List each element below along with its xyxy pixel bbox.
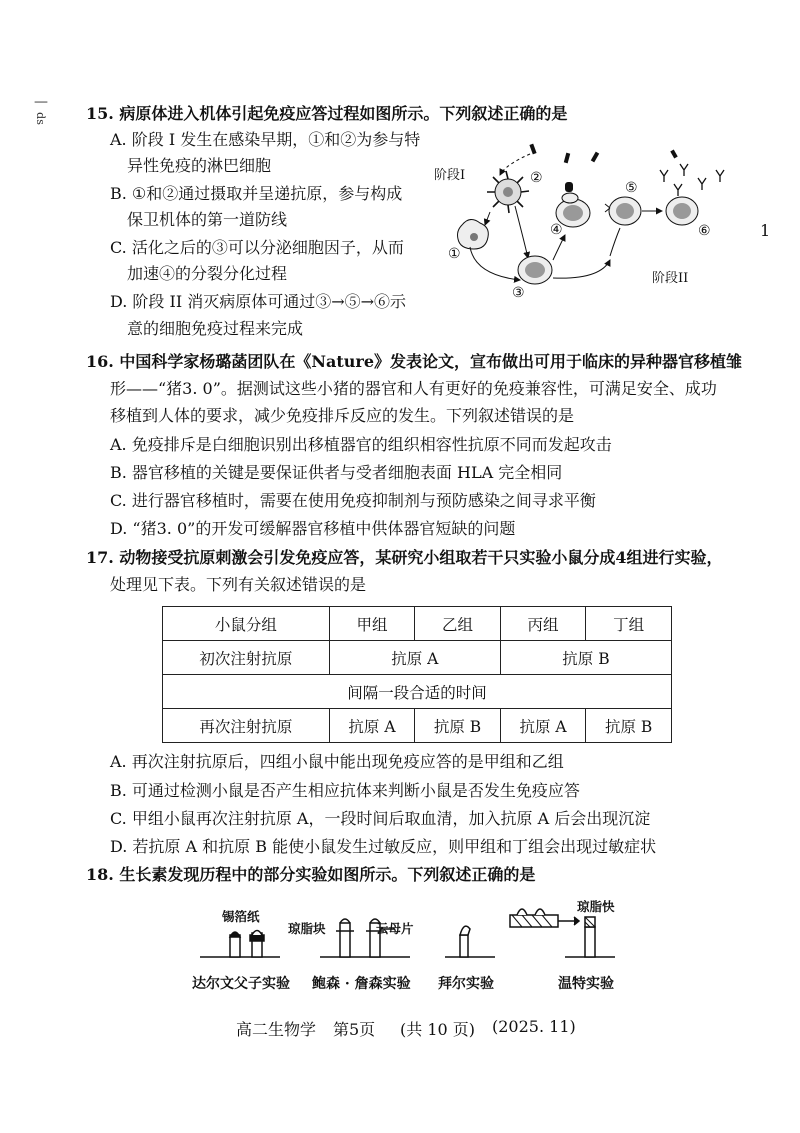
b-cell-icon — [556, 182, 590, 227]
q17-option-b: B. 可通过检测小鼠是否产生相应抗体来判断小鼠是否发生免疫应答 — [110, 781, 580, 800]
marker-2: ② — [530, 170, 543, 186]
q17-stem-line2: 处理见下表。下列有关叙述错误的是 — [110, 575, 367, 594]
table-row — [163, 675, 672, 709]
helper-t-cell-icon — [518, 256, 552, 284]
macrophage-icon — [458, 219, 489, 249]
q16-stem-line1: 16. 中国科学家杨璐菡团队在《Nature》发表论文，宣布做出可用于临床的异种器官移植雏 — [86, 352, 743, 371]
table-header-cell: 小鼠分组 — [163, 607, 330, 641]
q16-option-c: C. 进行器官移植时，需要在使用免疫抑制剂与预防感染之间寻求平衡 — [110, 491, 596, 510]
q15-option-d: D. 阶段 II 消灭病原体可通过③→⑤→⑥示 — [110, 292, 407, 311]
q16-stem-line2: 形——“猪3. 0”。据测试这些小猪的器官和人有更好的免疫兼容性，可满足安全、成功 — [110, 379, 717, 398]
table-cell: 间隔一段合适的时间 — [163, 675, 672, 709]
table-cell: 抗原 B — [500, 641, 671, 675]
q16-option-a: A. 免疫排斥是白细胞识别出移植器官的组织相容性抗原不同而发起攻击 — [110, 435, 612, 454]
table-cell: 抗原 B — [415, 709, 501, 743]
caption-went: 温特实验 — [558, 976, 614, 992]
q18-stem: 18. 生长素发现历程中的部分实验如图所示。下列叙述正确的是 — [86, 865, 536, 884]
antibody-icon — [660, 164, 724, 196]
q15-stem: 15. 病原体进入机体引起免疫应答过程如图所示。下列叙述正确的是 — [86, 104, 568, 123]
footer-date: (2025. 11) — [492, 1017, 576, 1036]
marker-6: ⑥ — [698, 223, 711, 239]
page-side-number: 1 — [760, 221, 771, 240]
q15-option-d-cont: 意的细胞免疫过程来完成 — [127, 319, 304, 338]
stage2-label: 阶段II — [652, 271, 689, 286]
table-header-cell: 丁组 — [586, 607, 672, 641]
q16-option-b: B. 器官移植的关键是要保证供者与受者细胞表面 HLA 完全相同 — [110, 463, 563, 482]
q17-option-c: C. 甲组小鼠再次注射抗原 A，一段时间后取血清，加入抗原 A 后会出现沉淀 — [110, 809, 651, 828]
darwin-experiment-icon — [200, 931, 280, 958]
table-row — [163, 709, 672, 743]
q15-option-a-cont: 异性免疫的淋巴细胞 — [127, 156, 272, 175]
q15-option-c: C. 活化之后的③可以分泌细胞因子，从而 — [110, 238, 404, 257]
table-row — [163, 641, 672, 675]
marker-5: ⑤ — [625, 180, 638, 196]
q16-option-d: D. “猪3. 0”的开发可缓解器官移植中供体器官短缺的问题 — [110, 519, 516, 538]
immune-response-diagram — [430, 140, 730, 310]
q17-stem-line1: 17. 动物接受抗原刺激会引发免疫应答，某研究小组取若干只实验小鼠分成4组进行实验， — [86, 548, 723, 567]
q15-option-a: A. 阶段 I 发生在感染早期，①和②为参与特 — [110, 130, 421, 149]
label-agar-block: 琼脂块 — [288, 921, 326, 936]
margin-mark-1: — — [34, 94, 48, 110]
q16-stem-line3: 移植到人体的要求，减少免疫排斥反应的发生。下列叙述错误的是 — [110, 406, 575, 425]
table-cell: 再次注射抗原 — [163, 709, 330, 743]
table-header-cell: 乙组 — [415, 607, 501, 641]
q17-option-d: D. 若抗原 A 和抗原 B 能使小鼠发生过敏反应，则甲组和丁组会出现过敏症状 — [110, 837, 657, 856]
table-header-cell: 丙组 — [500, 607, 585, 641]
table-cell: 抗原 B — [586, 709, 672, 743]
auxin-experiments-diagram — [180, 895, 630, 995]
footer-page: 第5页 — [333, 1020, 376, 1039]
table-header-cell: 甲组 — [329, 607, 414, 641]
table-cell: 初次注射抗原 — [163, 641, 330, 675]
label-foil: 锡箔纸 — [222, 909, 260, 924]
t-cell-icon — [605, 197, 641, 225]
table-cell: 抗原 A — [329, 641, 500, 675]
table-cell: 抗原 A — [500, 709, 585, 743]
footer-subject: 高二生物学 — [236, 1020, 317, 1039]
marker-4: ④ — [550, 222, 563, 238]
experiment-table — [162, 606, 672, 743]
q15-option-c-cont: 加速④的分裂分化过程 — [127, 264, 288, 283]
marker-1: ① — [448, 246, 461, 262]
dendritic-cell-icon — [487, 171, 529, 213]
caption-boysen-jensen: 鲍森 · 詹森实验 — [312, 976, 411, 992]
label-agar-block-went: 琼脂快 — [577, 899, 615, 914]
memory-cell-icon — [666, 197, 698, 225]
margin-mark-2: ds — [33, 112, 47, 125]
table-header-row — [163, 607, 672, 641]
went-experiment-icon — [510, 909, 615, 957]
q15-option-b: B. ①和②通过摄取并呈递抗原，参与构成 — [110, 184, 403, 203]
caption-darwin: 达尔文父子实验 — [192, 976, 290, 992]
table-cell: 抗原 A — [329, 709, 414, 743]
marker-3: ③ — [512, 285, 525, 301]
label-mica: 云母片 — [376, 921, 414, 936]
caption-paal: 拜尔实验 — [438, 976, 494, 992]
footer-total: (共 10 页) — [400, 1020, 476, 1039]
q15-option-b-cont: 保卫机体的第一道防线 — [127, 210, 288, 229]
paal-experiment-icon — [445, 926, 495, 957]
stage1-label: 阶段I — [434, 168, 466, 183]
q17-option-a: A. 再次注射抗原后，四组小鼠中能出现免疫应答的是甲组和乙组 — [110, 752, 564, 771]
